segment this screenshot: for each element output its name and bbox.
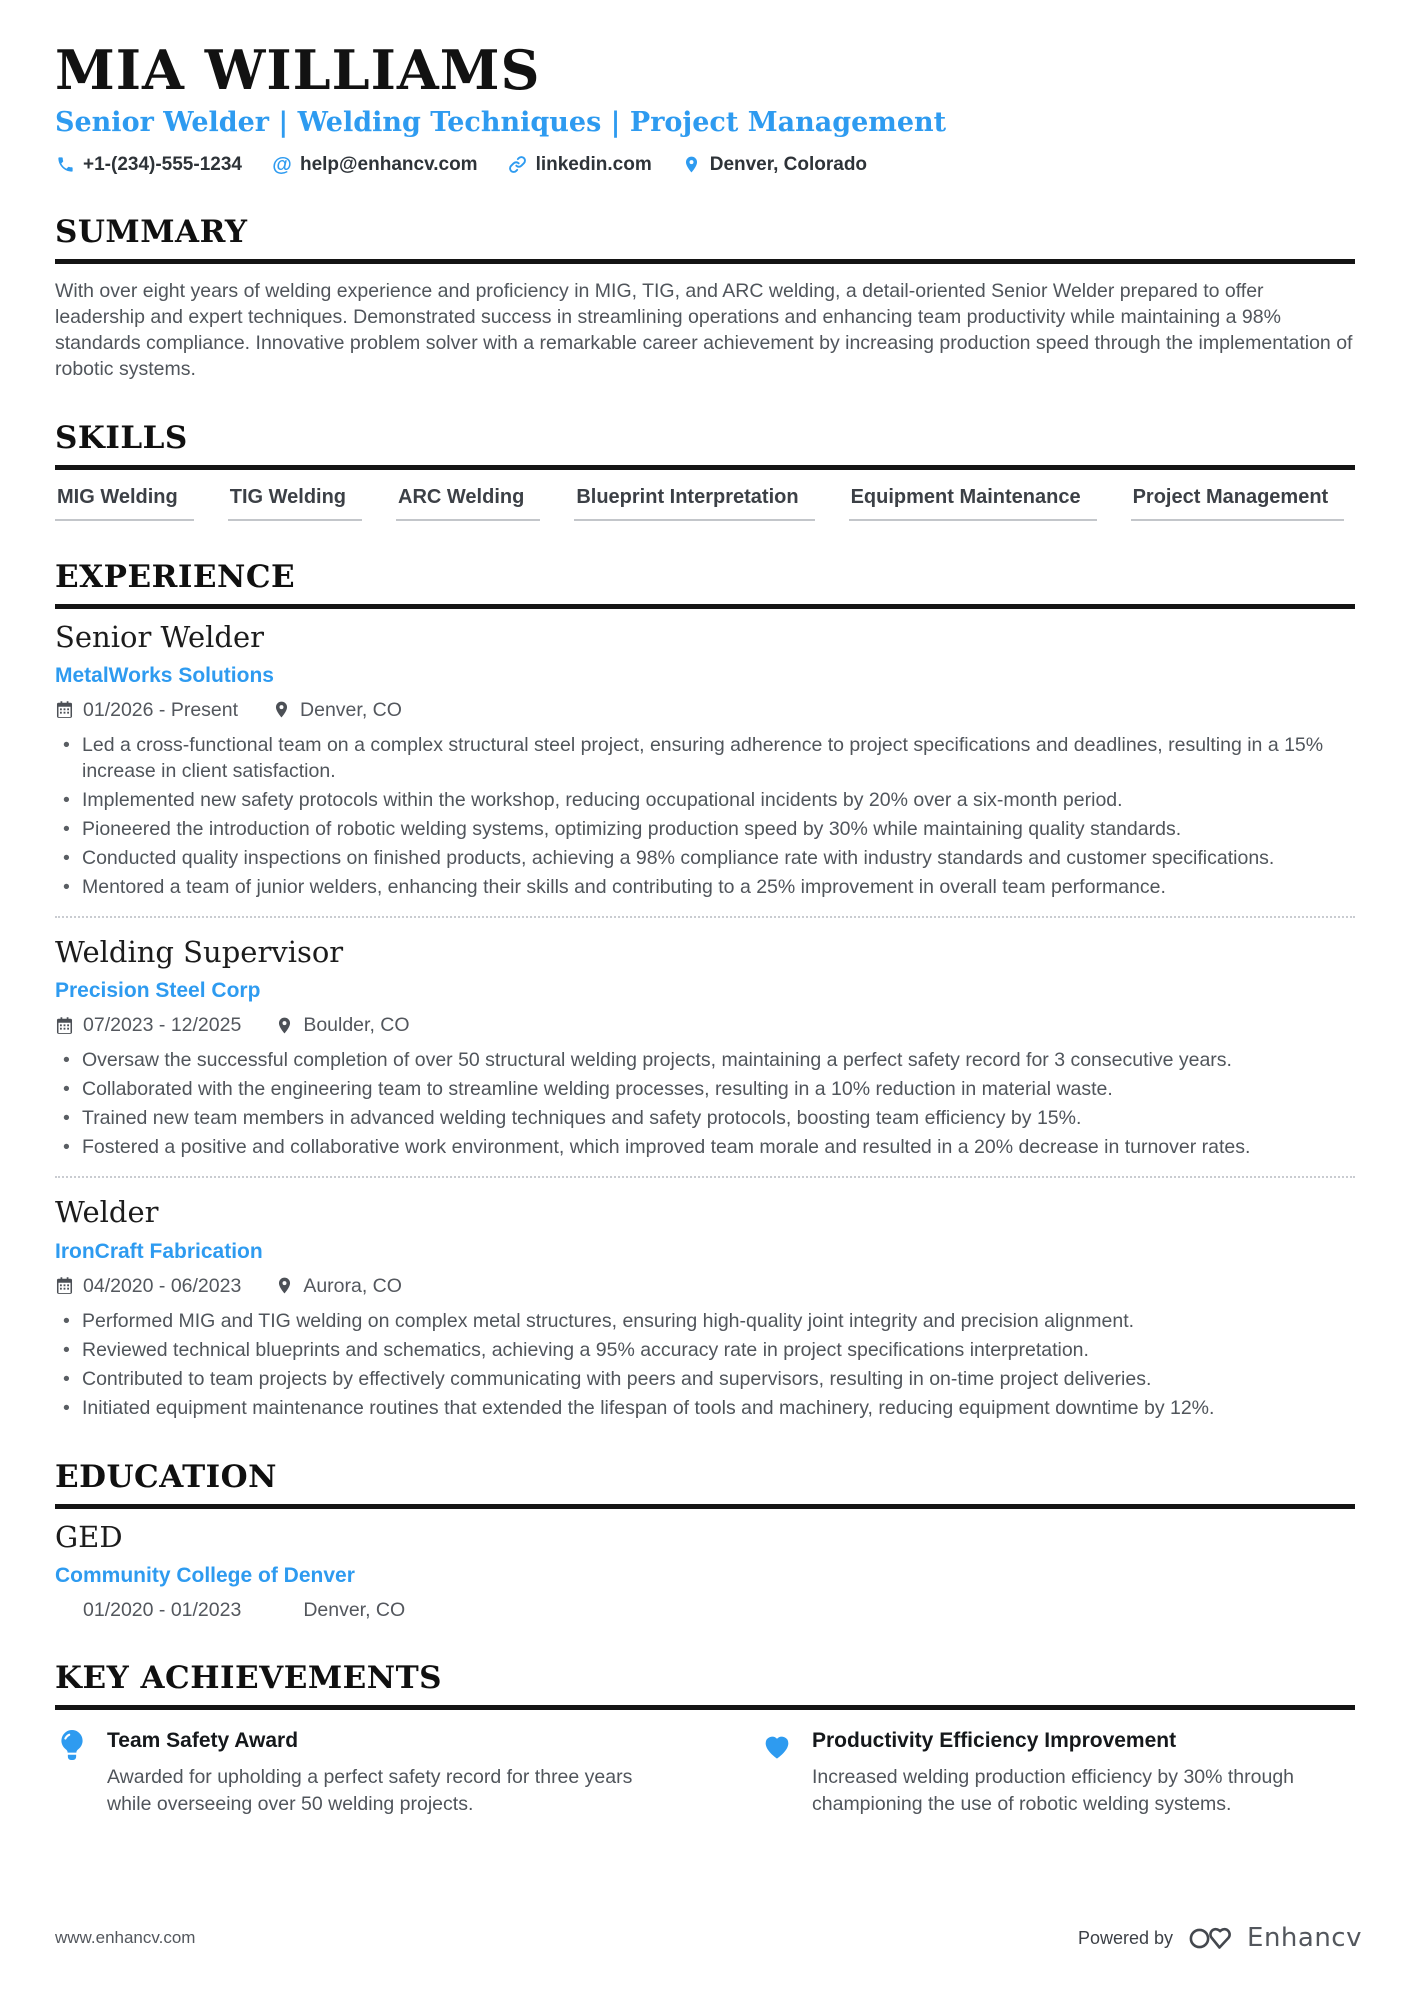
contact-link[interactable] — [508, 154, 652, 176]
education-heading: EDUCATION — [55, 1459, 1355, 1509]
achievement-item — [55, 1728, 650, 1818]
bullet-item: • Contributed to team projects by effectively communicating with peers and supervisors, resulting in on-time project deliveries. — [55, 1366, 1355, 1392]
calendar-icon — [55, 1600, 75, 1620]
achievements-heading: KEY ACHIEVEMENTS — [55, 1660, 1355, 1710]
candidate-headline: Senior Welder | Welding Techniques | Project Management — [55, 107, 947, 139]
link-icon — [508, 155, 528, 175]
powered-by-label: Powered by — [1077, 1927, 1174, 1948]
achievements-list — [55, 1710, 1355, 1818]
skills-list — [55, 470, 1355, 521]
experience-section — [55, 559, 1355, 1421]
bullet-item: • Conducted quality inspections on finished products, achieving a 98% compliance rate with industry standards and customer specifications. — [55, 845, 1355, 871]
contact-phone[interactable] — [55, 154, 242, 176]
at-icon: @ — [272, 153, 292, 176]
calendar-icon — [55, 700, 75, 720]
powered-by-enhancv[interactable] — [1078, 1923, 1362, 1953]
contact-text: Denver, Colorado — [709, 153, 868, 175]
experience-entry — [55, 924, 1355, 1160]
entry-bullets — [55, 732, 1355, 900]
contact-at[interactable] — [272, 154, 478, 176]
experience-heading: EXPERIENCE — [55, 559, 1355, 609]
entry-dates-item — [55, 1014, 241, 1037]
enhancv-brand-name: Enhancv — [1247, 1923, 1362, 1953]
bullet-item: • Oversaw the successful completion of over 50 structural welding projects, maintaining a perfect safety record for 3 consecutive years. — [55, 1047, 1355, 1073]
page-footer — [55, 1923, 1362, 1953]
experience-entry — [55, 1184, 1355, 1420]
skill-tag: TIG Welding — [228, 486, 362, 521]
job-title: Senior Welder — [55, 619, 264, 654]
entry-dates: 04/2020 - 06/2023 — [83, 1274, 242, 1297]
bullet-item: • Trained new team members in advanced welding techniques and safety protocols, boosting team efficiency by 15%. — [55, 1105, 1355, 1131]
entry-dates: 01/2026 - Present — [83, 698, 239, 721]
achievement-body — [107, 1728, 650, 1818]
summary-heading: SUMMARY — [55, 214, 1355, 264]
location-icon — [682, 155, 702, 175]
summary-text: With over eight years of welding experience and proficiency in MIG, TIG, and ARC welding, a detail-oriented Senior Welder prepared to offer leadership and expert techniques. Demonstrated success in streamlining operations and enhancing team productivity while maintaining a 98% standards compliance. Innovative problem solver with a remarkable career achievement by increasing production speed through the implementation of robotic systems. — [55, 279, 1353, 380]
calendar-icon — [55, 1016, 75, 1036]
school-name: Community College of Denver — [55, 1563, 355, 1587]
education-section — [55, 1459, 1355, 1622]
entry-meta — [55, 1014, 1355, 1037]
footer-site-link[interactable]: www.enhancv.com — [55, 1928, 196, 1947]
enhancv-logo-icon — [1187, 1923, 1233, 1953]
skills-heading: SKILLS — [55, 420, 1355, 470]
contact-text: linkedin.com — [535, 153, 652, 175]
bullet-item: • Performed MIG and TIG welding on complex metal structures, ensuring high-quality joint integrity and precision alignment. — [55, 1308, 1355, 1334]
skill-tag: Blueprint Interpretation — [574, 486, 814, 521]
achievement-body — [812, 1728, 1355, 1818]
bullet-item: • Initiated equipment maintenance routines that extended the lifespan of tools and machinery, reducing equipment downtime by 12%. — [55, 1395, 1355, 1421]
skill-tag: Equipment Maintenance — [849, 486, 1097, 521]
entry-location-item — [275, 1014, 409, 1037]
entry-dates-item — [55, 699, 238, 722]
entry-bullets — [55, 1308, 1355, 1421]
bullet-item: • Collaborated with the engineering team to streamline welding processes, resulting in a 10% reduction in material waste. — [55, 1076, 1355, 1102]
entry-dates: 07/2023 - 12/2025 — [83, 1014, 242, 1037]
skill-tag: MIG Welding — [55, 486, 194, 521]
bullet-item: • Led a cross-functional team on a complex structural steel project, ensuring adherence to project specifications and deadlines, resulting in a 15% increase in client satisfaction. — [55, 732, 1355, 784]
contact-text: help@enhancv.com — [299, 153, 478, 175]
bullet-item: • Implemented new safety protocols within the workshop, reducing occupational incidents by 20% over a six-month period. — [55, 787, 1355, 813]
entry-location-item — [272, 699, 402, 722]
achievement-title: Team Safety Award — [107, 1728, 299, 1752]
entry-divider — [55, 916, 1355, 918]
achievement-text: Awarded for upholding a perfect safety record for three years while overseeing over 50 welding projects. — [107, 1766, 633, 1816]
degree-title: GED — [55, 1519, 123, 1554]
bullet-item: • Fostered a positive and collaborative work environment, which improved team morale and resulted in a 20% decrease in turnover rates. — [55, 1134, 1355, 1160]
education-dates-item — [55, 1599, 241, 1622]
lightbulb-icon — [55, 1728, 89, 1768]
contact-text: +1-(234)-555-1234 — [83, 153, 242, 175]
achievement-item — [760, 1728, 1355, 1818]
location-pin-icon — [275, 1016, 295, 1036]
heart-icon — [760, 1728, 794, 1768]
job-title: Welding Supervisor — [55, 934, 344, 969]
achievements-section — [55, 1660, 1355, 1818]
entry-location: Aurora, CO — [303, 1274, 402, 1297]
education-location-item — [275, 1599, 405, 1622]
skill-tag: Project Management — [1131, 486, 1345, 521]
education-meta — [55, 1599, 1355, 1622]
company-name: IronCraft Fabrication — [55, 1239, 263, 1263]
bullet-item: • Mentored a team of junior welders, enhancing their skills and contributing to a 25% improvement in overall team performance. — [55, 874, 1355, 900]
achievement-title: Productivity Efficiency Improvement — [812, 1728, 1177, 1752]
company-name: Precision Steel Corp — [55, 979, 261, 1003]
experience-entry — [55, 609, 1355, 900]
entry-meta — [55, 1275, 1355, 1298]
achievement-text: Increased welding production efficiency by 30% through championing the use of robotic welding systems. — [812, 1766, 1295, 1816]
bullet-item: • Pioneered the introduction of robotic welding systems, optimizing production speed by 30% while maintaining quality standards. — [55, 816, 1355, 842]
company-name: MetalWorks Solutions — [55, 663, 274, 687]
contact-row — [55, 154, 1355, 176]
location-pin-icon — [275, 1600, 295, 1620]
bullet-item: • Reviewed technical blueprints and schematics, achieving a 95% accuracy rate in project specifications interpretation. — [55, 1337, 1355, 1363]
entry-divider — [55, 1176, 1355, 1178]
entry-location-item — [275, 1275, 402, 1298]
entry-meta — [55, 699, 1355, 722]
entry-bullets — [55, 1047, 1355, 1160]
summary-section — [55, 214, 1355, 382]
skill-tag: ARC Welding — [396, 486, 540, 521]
entry-location: Boulder, CO — [303, 1014, 410, 1037]
location-pin-icon — [275, 1276, 295, 1296]
experience-entries — [55, 609, 1355, 1421]
contact-location[interactable] — [682, 154, 867, 176]
resume-header — [55, 40, 1355, 176]
education-dates: 01/2020 - 01/2023 — [83, 1598, 242, 1621]
entry-location: Denver, CO — [300, 698, 402, 721]
education-location: Denver, CO — [303, 1598, 406, 1621]
candidate-name: MIA WILLIAMS — [55, 38, 541, 102]
education-entry — [55, 1509, 1355, 1622]
entry-dates-item — [55, 1275, 241, 1298]
phone-icon — [55, 155, 75, 175]
calendar-icon — [55, 1276, 75, 1296]
job-title: Welder — [55, 1195, 159, 1230]
skills-section — [55, 420, 1355, 521]
location-pin-icon — [272, 700, 292, 720]
